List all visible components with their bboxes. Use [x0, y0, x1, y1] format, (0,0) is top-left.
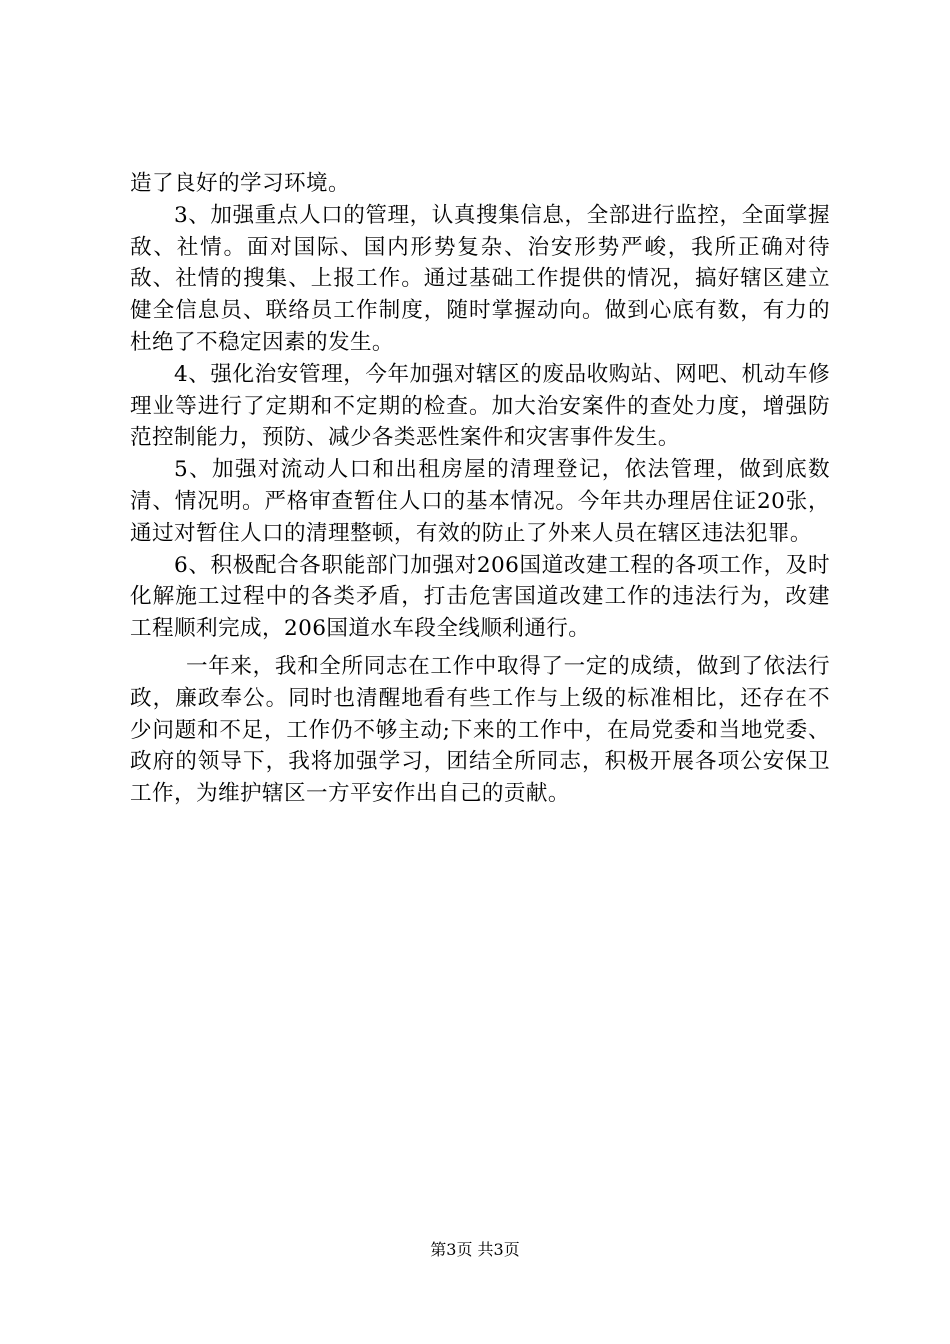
paragraph-item-3: 3、加强重点人口的管理，认真搜集信息，全部进行监控，全面掌握敌、社情。面对国际、国内形势复杂、治安形势严峻，我所正确对待敌、社情的搜集、上报工作。通过基础工作提供的情况，搞好辖区建立健全信息员、联络员工作制度，随时掌握动向。做到心底有数，有力的杜绝了不稳定因素的发生。 [130, 202, 830, 355]
paragraph-continuation: 造了良好的学习环境。 [130, 171, 350, 196]
paragraph-item-5: 5、加强对流动人口和出租房屋的清理登记，依法管理，做到底数清、情况明。严格审查暂住人口的基本情况。今年共办理居住证20张，通过对暂住人口的清理整顿，有效的防止了外来人员在辖区违法犯罪。 [130, 457, 830, 546]
paragraph-summary: 一年来，我和全所同志在工作中取得了一定的成绩，做到了依法行政，廉政奉公。同时也清醒地看有些工作与上级的标准相比，还存在不少问题和不足，工作仍不够主动;下来的工作中，在局党委和当地党委、政府的领导下，我将加强学习，团结全所同志，积极开展各项公安保卫工作，为维护辖区一方平安作出自己的贡献。 [130, 653, 830, 807]
paragraph-item-6: 6、积极配合各职能部门加强对206国道改建工程的各项工作，及时化解施工过程中的各类矛盾，打击危害国道改建工作的违法行为，改建工程顺利完成，206国道水车段全线顺利通行。 [130, 552, 830, 642]
paragraph-item-4: 4、强化治安管理，今年加强对辖区的废品收购站、网吧、机动车修理业等进行了定期和不定期的检查。加大治安案件的查处力度，增强防范控制能力，预防、减少各类恶性案件和灾害事件发生。 [130, 361, 830, 451]
document-body [130, 168, 830, 810]
page-number-footer: 第3页 共3页 [430, 1240, 520, 1259]
